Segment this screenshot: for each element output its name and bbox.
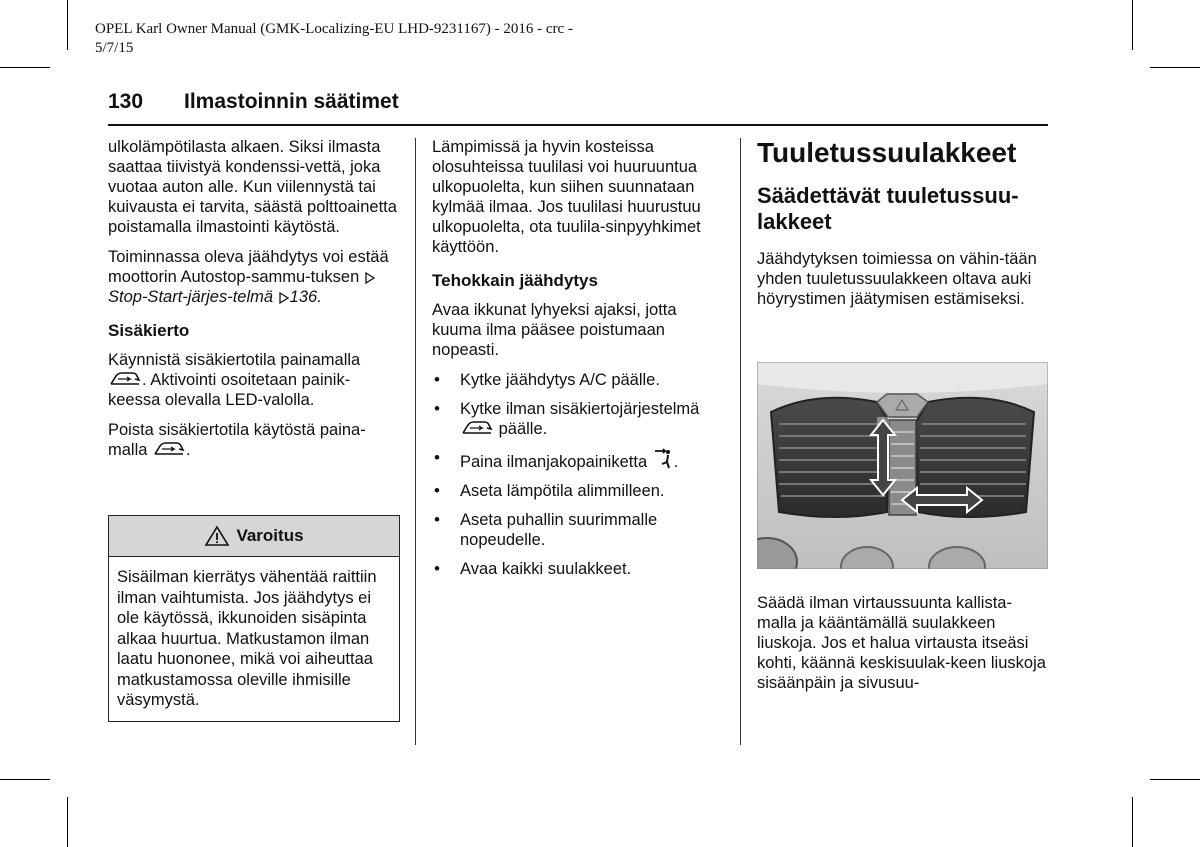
section-heading: Tehokkain jäähdytys	[432, 271, 598, 290]
page-reference[interactable]: 136	[289, 288, 318, 306]
crop-mark	[0, 779, 50, 780]
list-item: • Aseta puhallin suurimmalle nopeudelle.	[432, 510, 724, 550]
list-item: • Kytke jäähdytys A/C päälle.	[432, 370, 724, 390]
crop-mark	[1132, 0, 1133, 50]
column-divider	[415, 138, 416, 745]
warning-text: Sisäilman kierrätys vähentää raittiin ilman vaihtumista. Jos jäähdytys ei ole käytössä, ikkunoiden sisäpinta alkaa huurtua. Matkustamon ilman laatu huononee, mikä voi aiheuttaa matkustamossa oleville ihmisille väsymystä.	[117, 568, 377, 709]
reference-arrow-icon	[364, 271, 376, 285]
warning-box	[108, 515, 400, 722]
recirculation-icon	[460, 419, 494, 437]
page-number: 130	[108, 90, 144, 113]
list-item-text: päälle.	[498, 420, 548, 438]
recirculation-icon	[108, 370, 142, 388]
paragraph-text: Käynnistä sisäkiertotila painamalla	[108, 351, 361, 369]
list-item-text: Paina ilmanjakopainiketta	[460, 453, 648, 471]
crop-mark	[1150, 779, 1200, 780]
list-item: • Avaa kaikki suulakkeet.	[432, 559, 724, 579]
column-right-bottom	[757, 593, 1048, 703]
recirculation-icon	[152, 440, 186, 458]
reference-arrow-icon	[278, 291, 290, 305]
subsection-heading: Säädettävät tuuletussuu-lakkeet	[757, 183, 1019, 234]
air-vents-illustration	[757, 362, 1048, 569]
column-divider	[740, 138, 741, 745]
list-item-text: Kytke ilman sisäkiertojärjestelmä	[460, 400, 700, 418]
warning-title: Varoitus	[236, 526, 304, 545]
section-heading: Sisäkierto	[108, 321, 190, 340]
column-middle	[432, 137, 724, 588]
warning-header	[109, 516, 399, 557]
paragraph: Lämpimissä ja hyvin kosteissa olosuhteissa tuulilasi voi huuruuntua ulkopuolelta, kun siihen suunnataan kylmää ilmaa. Jos tuulilasi huurustuu ulkopuolelta, ota tuulila-sinpyyhkimet käyttöön.	[432, 138, 701, 256]
chapter-heading: Tuuletussuulakkeet	[757, 137, 1017, 168]
crop-mark	[67, 0, 68, 50]
list-item: • Aseta lämpötila alimmilleen.	[432, 481, 724, 501]
list-item-text: .	[673, 453, 679, 471]
list-item	[432, 448, 724, 472]
warning-triangle-icon	[204, 525, 230, 547]
column-left	[108, 137, 398, 470]
paragraph-text: .	[186, 441, 191, 459]
paragraph-text: Poista sisäkiertotila käytöstä paina-malla	[108, 421, 366, 459]
list-item	[432, 399, 724, 439]
document-metadata	[95, 20, 615, 58]
metadata-line: 5/7/15	[95, 40, 134, 56]
paragraph: Avaa ikkunat lyhyeksi ajaksi, jotta kuuma ilma pääsee poistumaan nopeasti.	[432, 301, 677, 359]
crop-mark	[0, 67, 50, 68]
paragraph	[108, 420, 398, 460]
crop-mark	[67, 797, 68, 847]
paragraph: Jäähdytyksen toimiessa on vähin-tään yhden tuuletussuulakkeen oltava auki höyrystimen jäätymisen estämiseksi.	[757, 250, 1037, 308]
crop-mark	[1132, 797, 1133, 847]
paragraph	[108, 350, 398, 410]
column-right	[757, 137, 1048, 319]
paragraph-text: . Aktivointi osoitetaan painik-keessa olevalla LED-valolla.	[108, 371, 351, 409]
crop-mark	[1150, 67, 1200, 68]
paragraph: Säädä ilman virtaussuunta kallista-malla ja kääntämällä suulakkeen liuskoja. Jos et halua virtausta itseäsi kohti, käännä keskisuulak-keen liuskoja sisäänpäin ja sivusuu-	[757, 594, 1046, 692]
paragraph: Toiminnassa oleva jäähdytys voi estää moottorin Autostop-sammu-tuksen Stop-Start-järjes-telmä 136.	[108, 248, 389, 306]
metadata-line: OPEL Karl Owner Manual (GMK-Localizing-EU LHD-9231167) - 2016 - crc -	[95, 21, 573, 37]
page-title: Ilmastoinnin säätimet	[184, 90, 399, 113]
paragraph: ulkolämpötilasta alkaen. Siksi ilmasta saattaa tiivistyä kondenssi-vettä, joka vuotaa auton alle. Kun viilennystä tai kuivausta ei tarvita, säästä polttoainetta poistamalla ilmastointi käytöstä.	[108, 138, 397, 236]
paragraph-text: Toiminnassa oleva jäähdytys voi estää moottorin Autostop-sammu-tuksen	[108, 248, 389, 286]
page-header	[108, 90, 1048, 126]
air-distribution-icon	[652, 448, 674, 470]
bullet-list	[432, 370, 724, 579]
cross-reference-link[interactable]: Stop-Start-järjes-telmä	[108, 288, 274, 306]
